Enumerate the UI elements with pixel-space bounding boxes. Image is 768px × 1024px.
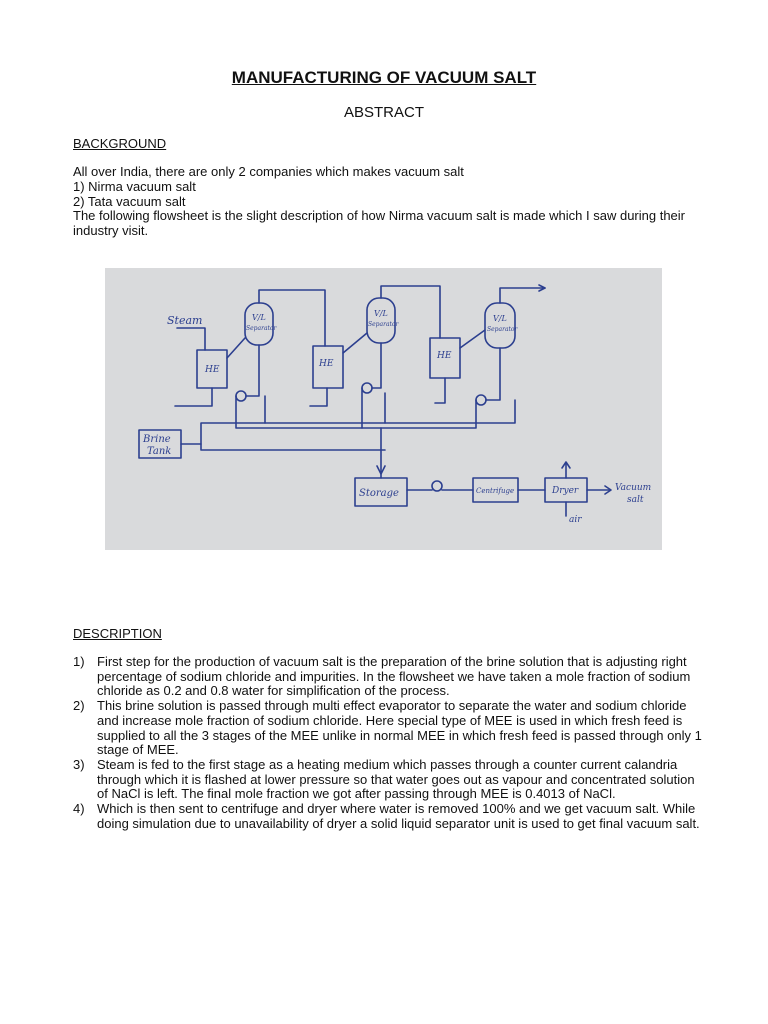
vl-sep1-label: V/L — [252, 313, 266, 322]
vl-sep1-sublabel: Separator — [246, 325, 277, 332]
item-text: Which is then sent to centrifuge and dryer where water is removed 100% and we get vacuum salt. While doing simulation due to unavailability of dryer a solid liquid separator unit is used to get final vacuum salt. — [97, 801, 700, 831]
list-item — [73, 802, 703, 831]
description-list — [73, 655, 703, 831]
item-number: 3) — [73, 756, 85, 772]
vl-sep3-sublabel: Separator — [487, 326, 518, 333]
item-text: This brine solution is passed through multi effect evaporator to separate the water and sodium chloride and increase mole fraction of sodium chloride. Here special type of MEE is used in which fresh feed is supplied to all the 3 stages of the MEE unlike in normal MEE in which fresh feed is passed through only 1 stage of MEE. — [97, 698, 702, 758]
vl-sep2-label: V/L — [374, 309, 388, 318]
vl-sep2-sublabel: Separator — [368, 321, 399, 328]
flowsheet-photo — [105, 268, 662, 550]
background-heading: BACKGROUND — [73, 136, 167, 151]
air-label: air — [569, 515, 582, 525]
pump4 — [432, 481, 442, 491]
background-line: 1) Nirma vacuum salt — [73, 178, 196, 194]
dryer-label: Dryer — [552, 486, 579, 496]
product-label: Vacuum — [615, 483, 652, 493]
background-text — [73, 165, 713, 239]
list-item — [73, 699, 703, 758]
product-sublabel: salt — [627, 495, 644, 505]
centrifuge-label: Centrifuge — [476, 487, 515, 495]
tank-label: Tank — [147, 446, 172, 457]
list-item — [73, 758, 703, 802]
brine-label: Brine — [143, 434, 171, 445]
item-text: First step for the production of vacuum salt is the preparation of the brine solution that is adjusting right percentage of sodium chloride and impurities. In the flowsheet we have taken a mole fraction of sodium chloride as 0.2 and 0.8 water for simplification of the process. — [97, 654, 691, 699]
item-number: 4) — [73, 801, 85, 817]
pump2 — [362, 383, 372, 393]
pump3 — [476, 395, 486, 405]
pump1 — [236, 391, 246, 401]
list-item — [73, 655, 703, 699]
background-line: All over India, there are only 2 companies which makes vacuum salt — [73, 164, 464, 179]
background-line: 2) Tata vacuum salt — [73, 193, 186, 209]
steam-label: Steam — [167, 314, 203, 327]
he1-label: HE — [205, 365, 220, 375]
item-text: Steam is fed to the first stage as a heating medium which passes through a counter current calandria through which it is flashed at lower pressure so that water goes out as vapour and concentrated solution of NaCl is left. The final mole fraction we got after passing through MEE is 0.4013 of NaCl. — [97, 756, 695, 802]
background-paragraph: The following flowsheet is the slight description of how Nirma vacuum salt is made which I saw during their industry visit. — [73, 208, 685, 239]
item-number: 1) — [73, 654, 85, 669]
item-number: 2) — [73, 698, 85, 714]
storage-label: Storage — [359, 488, 399, 499]
page-title: MANUFACTURING OF VACUUM SALT — [231, 68, 537, 87]
vl-sep1-shape — [245, 303, 273, 345]
abstract-subtitle: ABSTRACT — [343, 104, 424, 121]
description-heading: DESCRIPTION — [73, 626, 162, 641]
he3-label: HE — [437, 351, 452, 361]
flowsheet-diagram — [105, 268, 662, 550]
vl-sep3-label: V/L — [493, 314, 507, 323]
he2-label: HE — [319, 359, 334, 369]
